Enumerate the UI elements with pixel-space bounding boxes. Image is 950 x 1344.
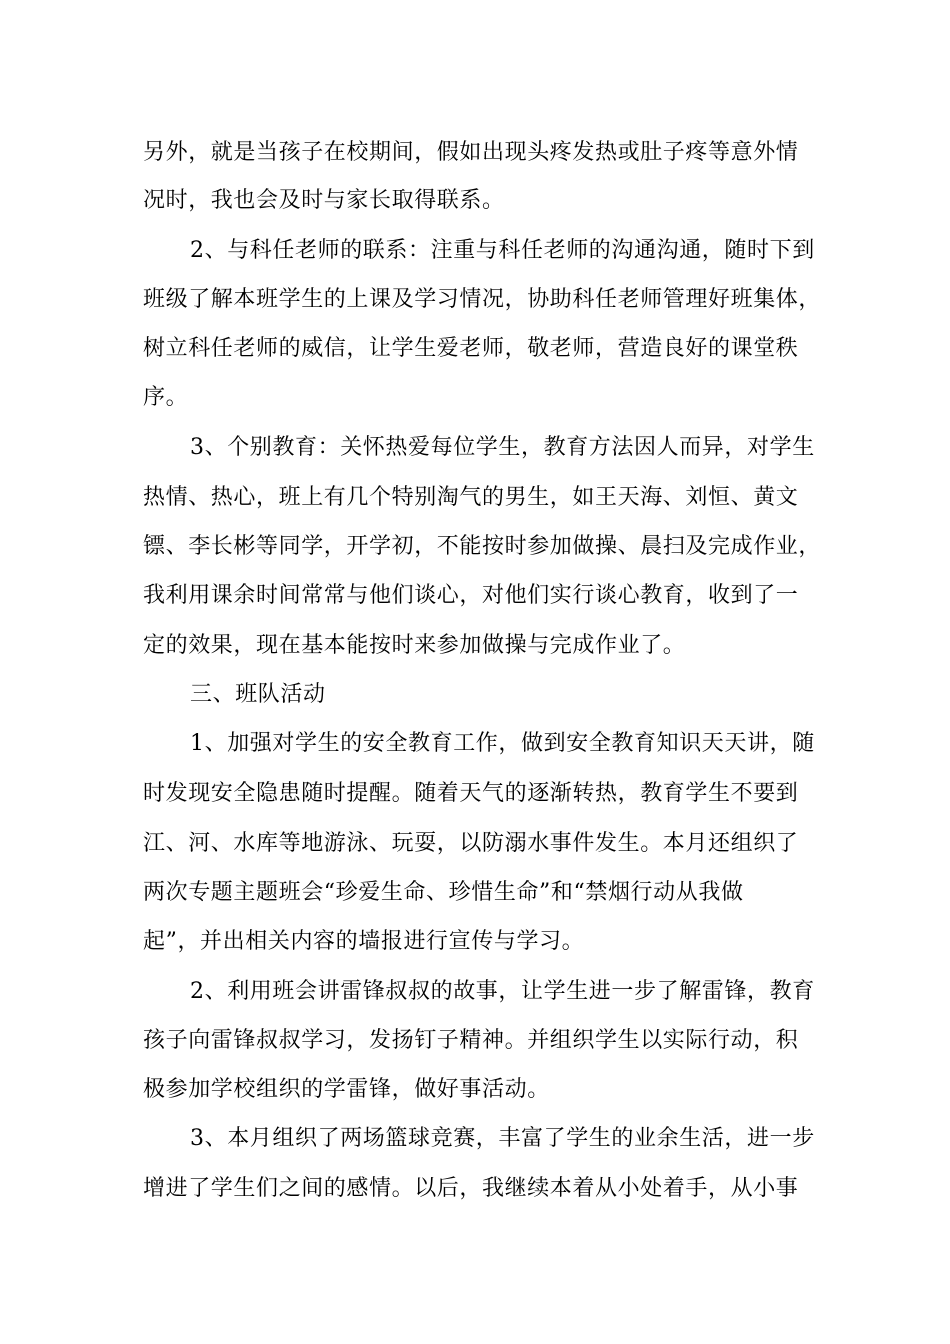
text-line-6: 序。	[143, 385, 189, 410]
text-line-8: 热情、热心，班上有几个特别淘气的男生，如王天海、刘恒、黄文	[143, 485, 799, 510]
text-line-3: 2、与科任老师的联系：注重与科任老师的沟通沟通，随时下到	[190, 238, 815, 263]
text-line-10: 我利用课余时间常常与他们谈心，对他们实行谈心教育，收到了一	[143, 583, 799, 608]
text-line-2: 况时，我也会及时与家长取得联系。	[143, 188, 505, 213]
text-line-17: 起”，并出相关内容的墙报进行宣传与学习。	[143, 929, 585, 954]
text-line-4: 班级了解本班学生的上课及学习情况，协助科任老师管理好班集体，	[143, 287, 822, 312]
text-line-9: 镖、李长彬等同学，开学初，不能按时参加做操、晨扫及完成作业，	[143, 534, 822, 559]
text-line-13: 1、加强对学生的安全教育工作，做到安全教育知识天天讲，随	[190, 731, 815, 756]
text-line-18: 2、利用班会讲雷锋叔叔的故事，让学生进一步了解雷锋，教育	[190, 979, 815, 1004]
text-line-22: 增进了学生们之间的感情。以后，我继续本着从小处着手，从小事	[143, 1176, 799, 1201]
section-heading: 三、班队活动	[190, 682, 326, 707]
text-line-20: 极参加学校组织的学雷锋，做好事活动。	[143, 1077, 550, 1102]
text-line-5: 树立科任老师的威信，让学生爱老师，敬老师，营造良好的课堂秩	[143, 336, 799, 361]
text-line-16: 两次专题主题班会“珍爱生命、珍惜生命”和“禁烟行动从我做	[143, 880, 744, 905]
text-line-21: 3、本月组织了两场篮球竞赛，丰富了学生的业余生活，进一步	[190, 1126, 815, 1151]
text-line-7: 3、个别教育：关怀热爱每位学生，教育方法因人而异，对学生	[190, 435, 815, 460]
text-line-19: 孩子向雷锋叔叔学习，发扬钉子精神。并组织学生以实际行动，积	[143, 1028, 799, 1053]
text-line-14: 时发现安全隐患随时提醒。随着天气的逐渐转热，教育学生不要到	[143, 781, 799, 806]
text-line-15: 江、河、水库等地游泳、玩耍，以防溺水事件发生。本月还组织了	[143, 831, 799, 856]
text-line-11: 定的效果，现在基本能按时来参加做操与完成作业了。	[143, 633, 686, 658]
text-line-1: 另外，就是当孩子在校期间，假如出现头疼发热或肚子疼等意外情	[143, 140, 799, 165]
